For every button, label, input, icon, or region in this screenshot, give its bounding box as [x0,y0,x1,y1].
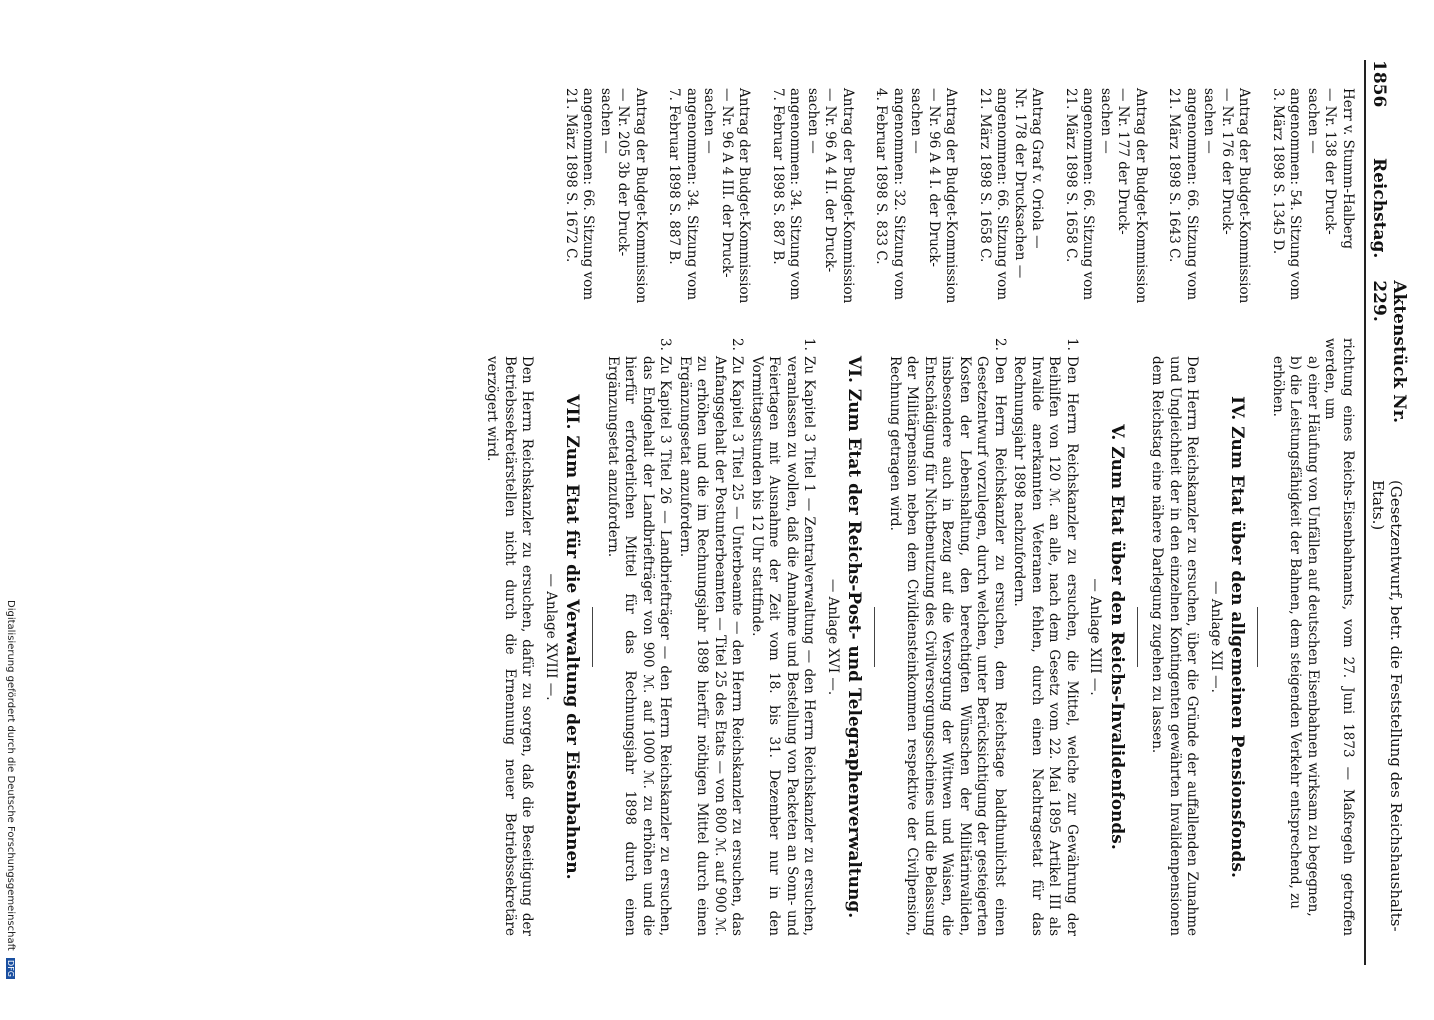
section-divider [1137,607,1138,667]
item-text: Zu Kapitel 3 Titel 26 — Landbriefträger — den Herrn Reichskanzler zu ersuchen, das Endgehalt der Landbriefträger von 900 ℳ. auf 1000 ℳ. zu erhöhen und die hierfür erforderlichen Mittel für das Rechnungsjahr 1898 durch einen Ergänzungsetat anzufordern. [605,356,674,936]
margin-note-line: Antrag der Budget-Kommission [943,88,960,304]
intro-item-a: a) einer Häufung von Unfällen auf deutschen Eisenbahnen wirksam zu begegnen, [1305,356,1321,917]
section-divider [593,607,594,667]
item-number: 3. [657,338,674,351]
item-text: Zu Kapitel 3 Titel 25 — Unterbeamte — den Herrn Reichskanzler zu ersuchen, das Anfangsgehalt der Postunterbeamten — Titel 25 des Etats — von 800 ℳ. auf 900 ℳ. zu erhöhen und die im Rechnungsjahr 1898 hierfür nöthigen Mittel durch einen Ergänzungsetat anzufordern. [677,356,746,936]
margin-note-line: 7. Februar 1898 S. 887 B. [666,88,683,265]
margin-note-line: Antrag der Budget-Kommission [1236,88,1253,304]
section-item [886,338,1009,936]
item-text: Den Herrn Reichskanzler zu ersuchen, dem Reichstage baldthunlichst einen Gesetzentwurf vorzulegen, durch welchen, unter Berücksichtigung der gesteigerten Kosten der Lebenshaltung, den berechtigten Wünschen der Militärinvaliden, insbesondere auch in Bezug auf die Versorgung der Wittwen und Waisen, die Entschädigung für Nichtbenutzung des Civilversorgungsscheines und die Belassung der Militärpension neben dem Civildiensteinkommen respektive der Civilpension, Rechnung getragen wird. [887,356,1008,936]
item-number: 1. [801,338,818,351]
margin-note-line: 4. Februar 1898 S. 833 C. [873,88,890,265]
margin-note [976,88,1046,320]
section-item [1010,338,1080,936]
section-anlage: — Anlage XII —. [1208,581,1224,693]
section-heading: IV. Zum Etat über den allgemeinen Pensionsfonds. [1227,396,1248,878]
margin-note [562,88,650,320]
margin-note-line: angenommen: 66. Sitzung vom [580,88,597,301]
page-number: 1856 [1369,60,1389,108]
section-heading: VII. Zum Etat für die Verwaltung der Eisenbahnen. [562,394,583,880]
page-header [1364,60,1409,965]
margin-note-line: angenommen: 34. Sitzung vom [787,88,804,301]
section-anlage: — Anlage XIII —. [1087,578,1104,696]
dfg-logo: DFG [6,960,15,977]
margin-note-line: — Nr. 96 A 4 III. der Druck- [719,88,735,278]
margin-note-line: — Nr. 176 der Druck- [1219,88,1235,235]
margin-note-line: Antrag der Budget-Kommission [840,88,856,304]
margin-note [1269,88,1357,320]
margin-note-line: Antrag der Budget-Kommission [736,88,753,304]
item-number [483,338,536,356]
section-item [676,338,746,936]
margin-note-line: angenommen: 34. Sitzung vom [684,88,700,301]
margin-note-line: — Nr. 96 A 4 I. der Druck- [926,88,942,267]
item-text: Den Herrn Reichskanzler zu ersuchen, dafür zu sorgen, daß die Beseitigung der Betriebssekretärstellen nicht durch die Ernennung neuer Betriebssekretäre verzögert wird. [484,356,536,936]
margin-note-line: Nr. 178 der Drucksachen — [1012,88,1028,279]
margin-note-line: angenommen: 54. Sitzung vom [1287,88,1304,301]
margin-note-line: Antrag der Budget-Kommission [1133,88,1149,304]
section-anlage: — Anlage XVIII —. [543,573,559,701]
margin-note [665,88,753,320]
margin-note-line: sachen — [1201,88,1218,154]
margin-note-line: Antrag Graf v. Oriola — [1029,88,1046,249]
header-title: Reichstag. [1369,157,1389,259]
margin-note-line: Herr v. Stumm-Halberg [1340,88,1356,249]
margin-note-line: angenommen: 66. Sitzung vom [1080,88,1097,301]
item-text: Den Herrn Reichskanzler zu ersuchen, über die Gründe der auffallenden Zunahme und Ungleichheit der in den einzelnen Kontingenten gewährten Invalidenpensionen dem Reichstag eine nähere Darlegung zugehen zu lassen. [1149,356,1201,936]
section-divider [1258,607,1259,667]
item-number [1148,338,1201,356]
document-number: Aktenstück Nr. 229. [1369,280,1409,424]
left-column-notes [546,88,1357,320]
margin-note [1165,88,1253,320]
section-anlage: — Anlage XVI —. [825,578,841,696]
section-item [748,338,818,936]
header-subtitle: (Gesetzentwurf, betr. die Feststellung des Reichshaushalts-Etats.) [1369,480,1405,932]
margin-note-line: — Nr. 177 der Druck- [1115,88,1132,235]
footer-text: Digitalisierung gefördert durch die Deutsche Forschungsgemeinschaft [5,600,16,951]
item-number: 2. [729,338,746,351]
margin-note-line: sachen — [1098,88,1114,154]
section-divider [875,607,876,667]
margin-note-line: — Nr. 96 A 4 II. der Druck- [822,88,839,273]
intro-item-b: b) die Leistungsfähigkeit der Bahnen, dem steigenden Verkehr entsprechend, zu erhöhen. [1270,356,1304,909]
section-heading: VI. Zum Etat der Reichs-Post- und Telegraphenverwaltung. [844,355,865,919]
margin-note-line: 21. März 1898 S. 1658 C. [1063,88,1079,263]
margin-note-line: 7. Februar 1898 S. 887 B. [770,88,786,265]
margin-note-line: 21. März 1898 S. 1643 C. [1166,88,1183,263]
section-item [604,338,674,936]
margin-note-line: sachen — [701,88,718,154]
margin-note-line: sachen — [598,88,614,154]
section-item [1148,338,1201,936]
item-number: 1. [1064,338,1080,351]
item-text: Zu Kapitel 3 Titel 1 — Zentralverwaltung — den Herrn Reichskanzler zu ersuchen, veranlassen zu wollen, daß die Annahme und Bestellung von Packeten an Sonn- und Feiertagen mit Ausnahme der Zeit vom 18. bis 31. Dezember nur in den Vormittagsstunden bis 12 Uhr stattfinde. [749,356,818,936]
margin-note [769,88,857,320]
margin-note-line: 21. März 1898 S. 1672 C. [563,88,579,263]
margin-note-line: Antrag der Budget-Kommission [633,88,649,304]
margin-note-line: sachen — [908,88,925,154]
section-heading: V. Zum Etat über den Reichs-Invalidenfonds. [1107,424,1127,850]
margin-note [872,88,960,320]
margin-note [1062,88,1150,320]
item-text: Den Herrn Reichskanzler zu ersuchen, die Mittel, welche zur Gewährung der Beihilfen von 120 ℳ. an alle, nach dem Gesetz vom 22. Mai 1895 Artikel III als Invalide anerkannten Veteranen fehlen, durch einen Nachtragsetat für das Rechnungsjahr 1898 nachzufordern. [1011,356,1080,936]
margin-note-line: 21. März 1898 S. 1658 C. [977,88,993,263]
margin-note-line: angenommen: 66. Sitzung vom [994,88,1011,301]
item-number: 2. [992,338,1008,351]
right-column-body [481,338,1356,936]
margin-note-line: sachen — [805,88,821,154]
intro-text: richtung eines Reichs-Eisenbahnamts, vom 27. Juni 1873 — Maßregeln getroffen werden, um [1322,338,1356,936]
section-item [483,338,536,936]
margin-note-line: — Nr. 138 der Druck- [1322,88,1339,235]
footer-credit [2,600,16,1020]
margin-note-line: sachen — [1305,88,1321,154]
margin-note-line: angenommen: 32. Sitzung vom [891,88,907,301]
margin-note-line: — Nr. 205 3b der Druck- [615,88,632,257]
margin-note-line: angenommen: 66. Sitzung vom [1184,88,1200,301]
margin-note-line: 3. März 1898 S. 1345 D. [1270,88,1286,255]
